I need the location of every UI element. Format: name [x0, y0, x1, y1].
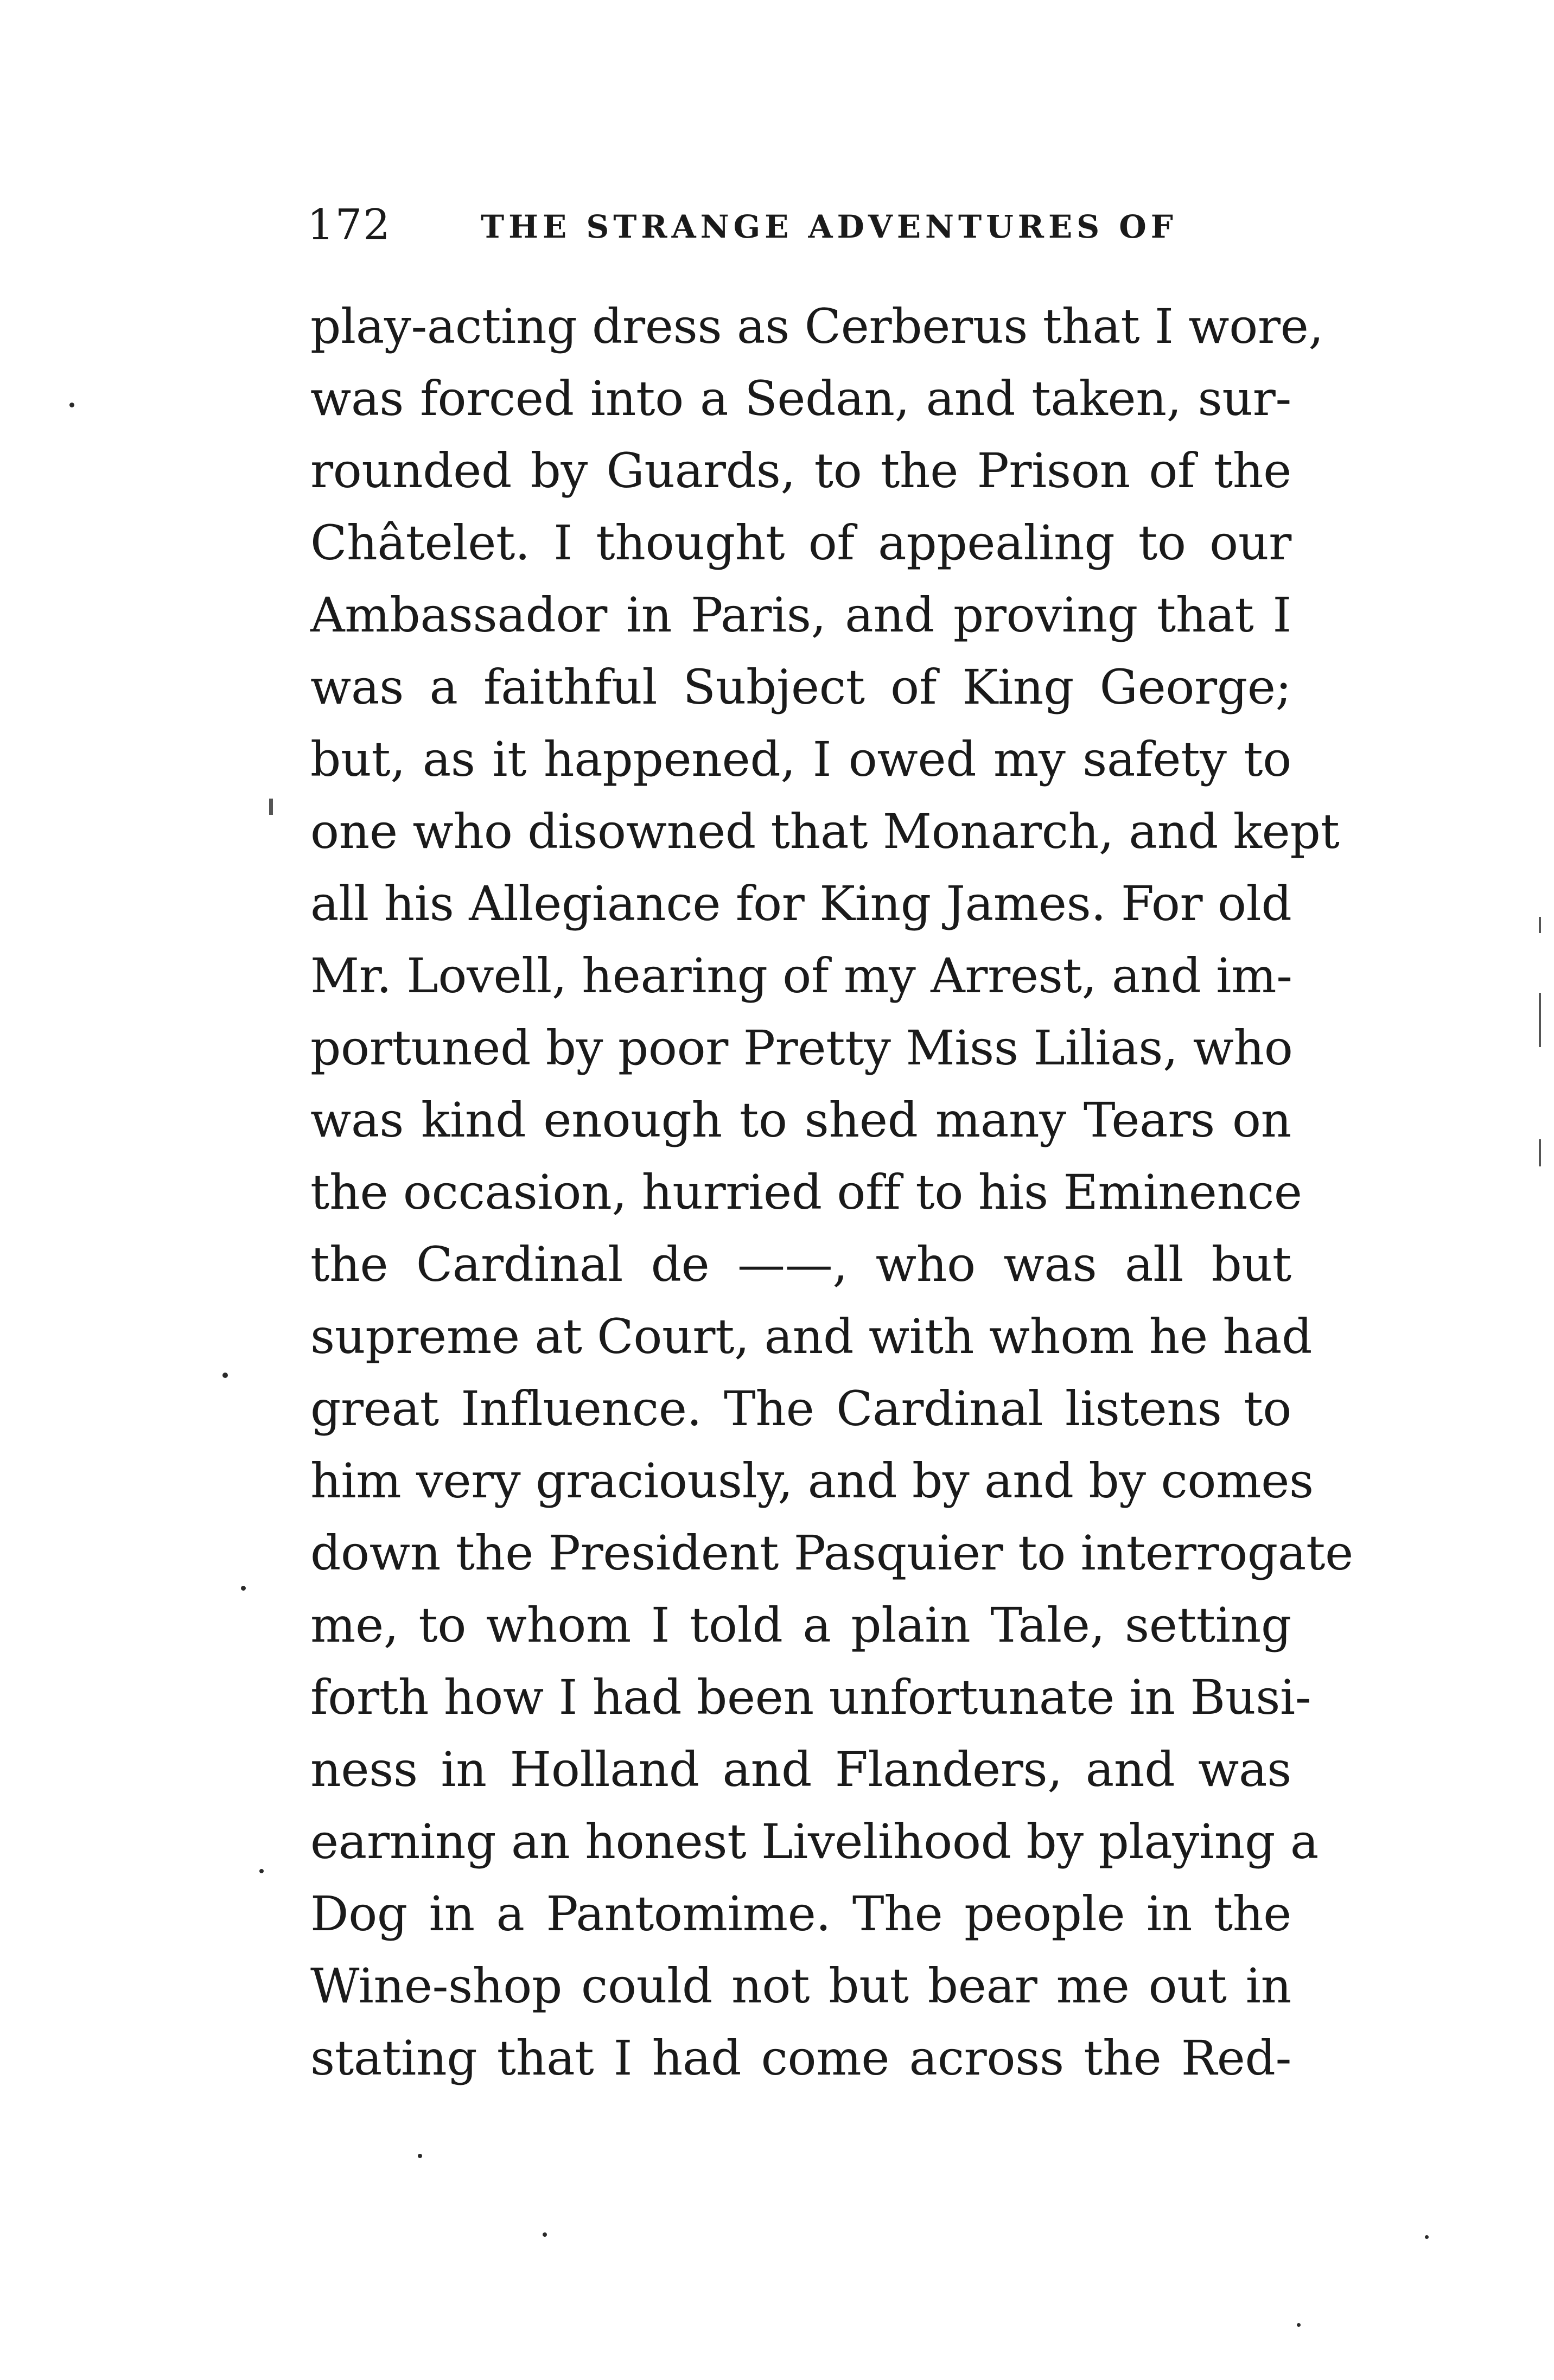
- text-line: Châtelet. I thought of appealing to our: [310, 515, 1291, 571]
- text-line: all his Allegiance for King James. For old: [310, 876, 1292, 931]
- scan-mark: [1539, 917, 1541, 933]
- scan-speck: [1297, 2323, 1301, 2327]
- text-line: forth how I had been unfortunate in Busi-: [310, 1669, 1311, 1725]
- text-line: Wine-shop could not but bear me out in: [310, 1958, 1291, 2014]
- scan-speck: [69, 403, 74, 407]
- text-line: play-acting dress as Cerberus that I wore,: [310, 298, 1324, 354]
- text-line: portuned by poor Pretty Miss Lilias, who: [310, 1020, 1293, 1076]
- text-line: the Cardinal de ——, who was all but: [310, 1236, 1291, 1292]
- text-line: Mr. Lovell, hearing of my Arrest, and im-: [310, 948, 1292, 1004]
- text-line: stating that I had come across the Red-: [310, 2030, 1291, 2086]
- scan-speck: [222, 1373, 228, 1378]
- text-line: great Influence. The Cardinal listens to: [310, 1381, 1291, 1437]
- scan-mark: [1539, 993, 1541, 1047]
- text-line: rounded by Guards, to the Prison of the: [310, 443, 1291, 499]
- text-line: one who disowned that Monarch, and kept: [310, 803, 1340, 859]
- body-text: [310, 290, 1353, 2094]
- text-line: down the President Pasquier to interrogate: [310, 1525, 1353, 1581]
- text-line: was a faithful Subject of King George;: [310, 659, 1291, 715]
- text-line: the occasion, hurried off to his Eminence: [310, 1164, 1302, 1220]
- text-line: me, to whom I told a plain Tale, setting: [310, 1597, 1291, 1653]
- text-line: ness in Holland and Flanders, and was: [310, 1741, 1291, 1797]
- scan-speck: [259, 1869, 264, 1873]
- running-title: THE STRANGE ADVENTURES OF: [481, 208, 1177, 245]
- text-line: earning an honest Livelihood by playing a: [310, 1814, 1319, 1869]
- page-number: 172: [307, 201, 391, 250]
- page-header: [307, 195, 1295, 255]
- text-line: supreme at Court, and with whom he had: [310, 1309, 1313, 1364]
- text-line: Ambassador in Paris, and proving that I: [310, 587, 1291, 643]
- scan-speck: [418, 2154, 422, 2158]
- text-line: but, as it happened, I owed my safety to: [310, 731, 1291, 787]
- scan-mark: [269, 799, 273, 815]
- scan-speck: [1425, 2235, 1429, 2239]
- text-line: Dog in a Pantomime. The people in the: [310, 1886, 1291, 1942]
- text-line: him very graciously, and by and by comes: [310, 1453, 1314, 1509]
- scan-speck: [241, 1586, 246, 1591]
- text-line: was forced into a Sedan, and taken, sur-: [310, 371, 1291, 426]
- scan-mark: [1539, 1139, 1541, 1166]
- scan-speck: [543, 2232, 547, 2237]
- text-line: was kind enough to shed many Tears on: [310, 1092, 1291, 1148]
